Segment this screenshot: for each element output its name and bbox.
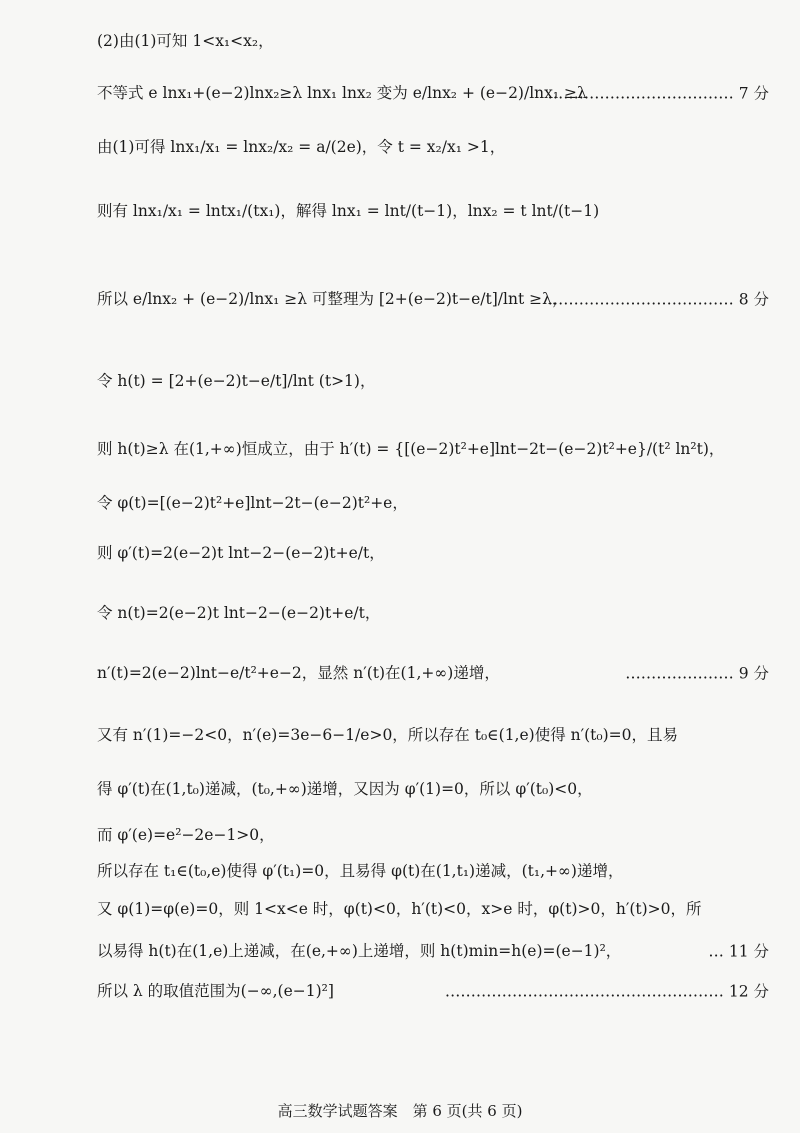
solution-line xyxy=(97,942,787,961)
score-marker: ………………… 9 分 xyxy=(625,664,769,682)
solution-line xyxy=(97,726,787,745)
solution-line xyxy=(97,862,787,881)
solution-line xyxy=(97,440,787,459)
solution-text: 则有 lnx₁/x₁ = lntx₁/(tx₁)，解得 lnx₁ = lnt/(t−1)，lnx₂ = t lnt/(t−1) xyxy=(97,202,600,220)
solution-text: 由(1)可得 lnx₁/x₁ = lnx₂/x₂ = a/(2e)，令 t = x₂/x₁ >1， xyxy=(97,138,506,156)
solution-text: 所以 λ 的取值范围为(−∞,(e−1)²] xyxy=(97,982,334,1000)
solution-text: 又有 n′(1)=−2<0，n′(e)=3e−6−1/e>0，所以存在 t₀∈(1,e)使得 n′(t₀)=0，且易 xyxy=(97,726,679,744)
solution-line xyxy=(97,494,787,513)
solution-text: 则 h(t)≥λ 在(1,+∞)恒成立，由于 h′(t) = {[(e−2)t²+e]lnt−2t−(e−2)t²+e}/(t² ln²t)， xyxy=(97,440,725,458)
solution-text: 令 h(t) = [2+(e−2)t−e/t]/lnt (t>1)， xyxy=(97,372,376,390)
solution-text: n′(t)=2(e−2)lnt−e/t²+e−2，显然 n′(t)在(1,+∞)递增， xyxy=(97,664,500,682)
solution-line xyxy=(97,780,787,799)
solution-line xyxy=(97,826,787,845)
solution-text: (2)由(1)可知 1<x₁<x₂， xyxy=(97,32,274,50)
solution-text: 令 n(t)=2(e−2)t lnt−2−(e−2)t+e/t， xyxy=(97,604,381,622)
page-footer: 高三数学试题答案 第 6 页(共 6 页) xyxy=(277,1102,523,1120)
solution-line xyxy=(97,202,787,221)
solution-text: 又 φ(1)=φ(e)=0，则 1<x<e 时，φ(t)<0，h′(t)<0，x>e 时，φ(t)>0，h′(t)>0，所 xyxy=(97,900,702,918)
solution-line xyxy=(97,604,787,623)
solution-line xyxy=(97,32,787,51)
solution-text: 不等式 e lnx₁+(e−2)lnx₂≥λ lnx₁ lnx₂ 变为 e/lnx₂ + (e−2)/lnx₁ ≥λ xyxy=(97,84,587,102)
solution-line xyxy=(97,982,787,1001)
solution-text: 得 φ′(t)在(1,t₀)递减，(t₀,+∞)递增，又因为 φ′(1)=0，所以 φ′(t₀)<0， xyxy=(97,780,593,798)
solution-line xyxy=(97,664,787,683)
solution-line xyxy=(97,372,787,391)
solution-line xyxy=(97,290,787,309)
solution-text: 以易得 h(t)在(1,e)上递减，在(e,+∞)上递增，则 h(t)min=h(e)=(e−1)²， xyxy=(97,942,622,960)
score-marker: ……………………………… 8 分 xyxy=(547,290,769,308)
solution-line xyxy=(97,138,787,157)
solution-text: 而 φ′(e)=e²−2e−1>0， xyxy=(97,826,275,844)
score-marker: ……………………………………………… 12 分 xyxy=(444,982,769,1000)
solution-line xyxy=(97,900,787,919)
score-marker: ……………………………… 7 分 xyxy=(547,84,769,102)
score-marker: … 11 分 xyxy=(708,942,769,960)
solution-text: 则 φ′(t)=2(e−2)t lnt−2−(e−2)t+e/t， xyxy=(97,544,385,562)
solution-line xyxy=(97,84,787,103)
solution-line xyxy=(97,544,787,563)
solution-text: 令 φ(t)=[(e−2)t²+e]lnt−2t−(e−2)t²+e， xyxy=(97,494,408,512)
solution-text: 所以 e/lnx₂ + (e−2)/lnx₁ ≥λ 可整理为 [2+(e−2)t−e/t]/lnt ≥λ， xyxy=(97,290,568,308)
solution-text: 所以存在 t₁∈(t₀,e)使得 φ′(t₁)=0，且易得 φ(t)在(1,t₁)递减，(t₁,+∞)递增， xyxy=(97,862,624,880)
